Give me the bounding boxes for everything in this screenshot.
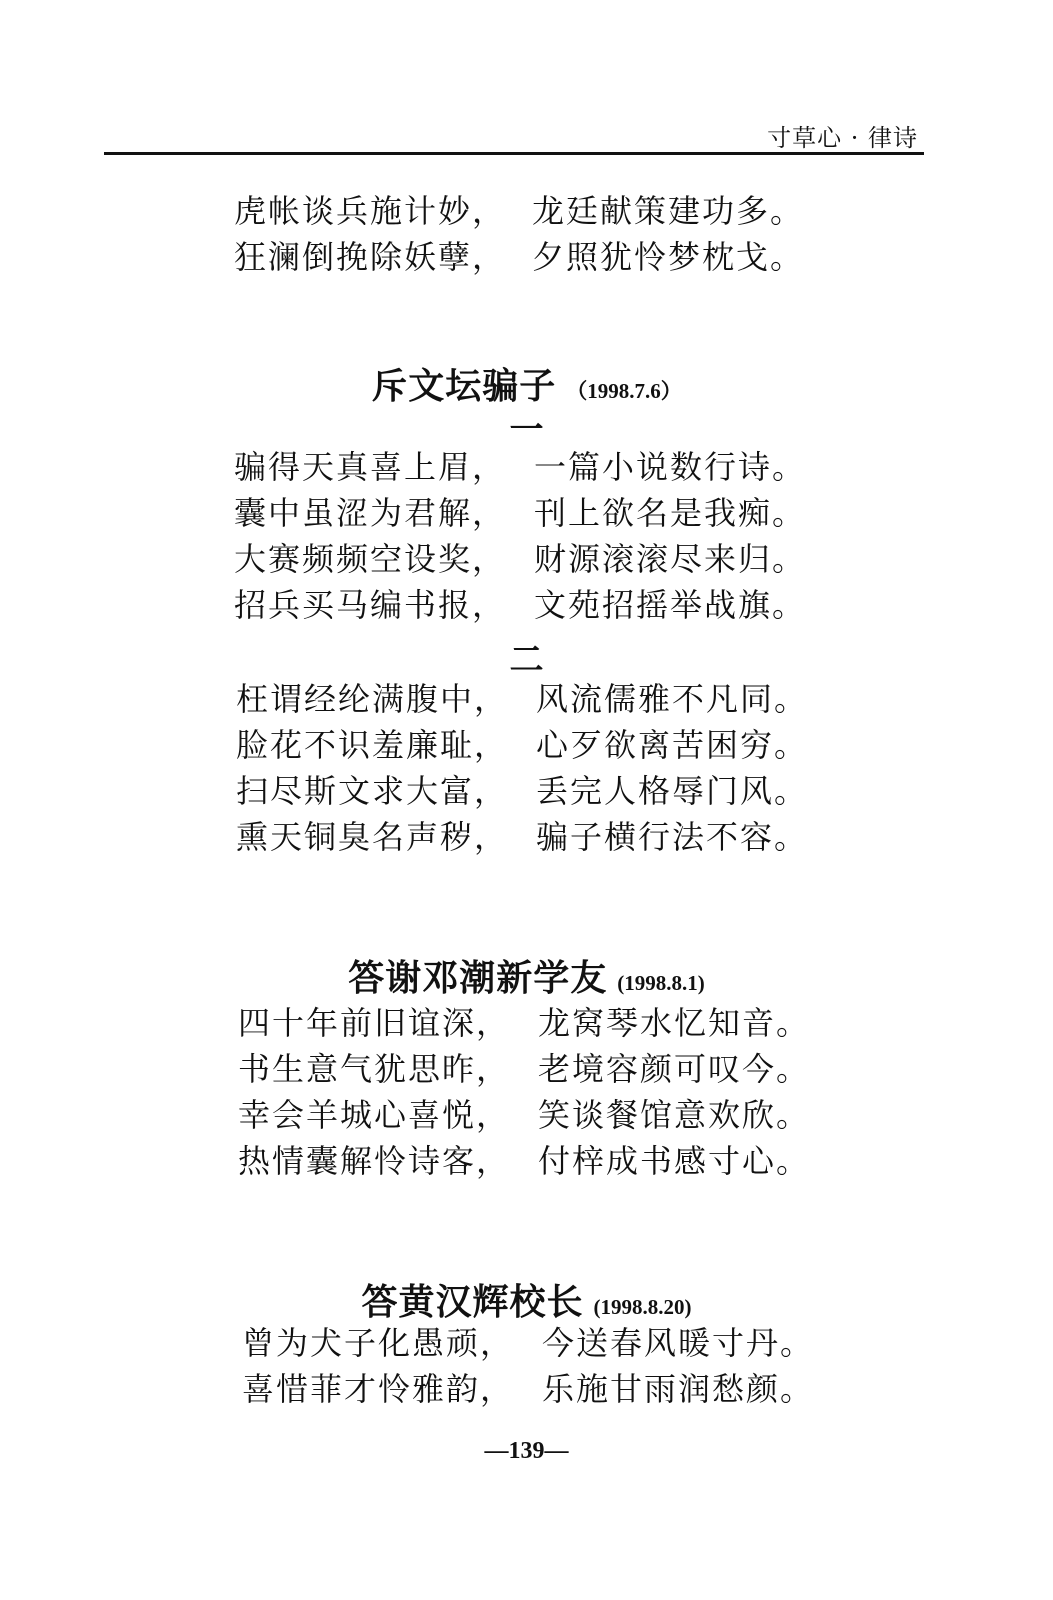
poem-section <box>0 444 1053 628</box>
verse-line <box>0 1000 1053 1046</box>
poem-date: (1998.8.20) <box>593 1295 692 1319</box>
verse-first-half: 囊中虽涩为君解， <box>234 494 507 532</box>
poem-body <box>0 1320 1053 1412</box>
verse-first-half: 虎帐谈兵施计妙， <box>234 192 507 230</box>
verse-first-half: 枉谓经纶满腹中， <box>236 680 509 718</box>
verse-first-half: 书生意气犹思昨， <box>238 1050 511 1088</box>
verse-first-half: 骗得天真喜上眉， <box>234 448 507 486</box>
verse-first-half: 热情囊解怜诗客， <box>238 1142 511 1180</box>
verse-first-half: 四十年前旧谊深， <box>238 1004 511 1042</box>
page-number: —139— <box>484 1438 569 1464</box>
running-header: 寸草心 · 律诗 <box>767 124 918 152</box>
poem-date: (1998.8.1) <box>617 971 705 995</box>
verse-second-half: 龙廷献策建功多。 <box>532 192 805 230</box>
verse-first-half: 曾为犬子化愚顽， <box>242 1324 515 1362</box>
verse-line <box>0 582 1053 628</box>
verse-second-half: 财源滚滚尽来归。 <box>534 540 807 578</box>
verse-first-half: 脸花不识羞廉耻， <box>236 726 509 764</box>
verse-line <box>0 768 1053 814</box>
previous-poem-fragment <box>0 188 1053 280</box>
verse-second-half: 今送春风暖寸丹。 <box>542 1324 815 1362</box>
poem-body <box>0 1000 1053 1184</box>
verse-first-half: 招兵买马编书报， <box>234 586 507 624</box>
section-numeral: 一 <box>509 410 544 450</box>
verse-first-half: 幸会羊城心喜悦， <box>238 1096 511 1134</box>
verse-second-half: 一篇小说数行诗。 <box>534 448 807 486</box>
verse-line <box>0 1046 1053 1092</box>
verse-first-half: 熏天铜臭名声秽， <box>236 818 509 856</box>
poem-title <box>0 950 1053 1001</box>
verse-first-half: 狂澜倒挽除妖孽， <box>234 238 507 276</box>
header-rule <box>104 152 924 155</box>
verse-line <box>0 444 1053 490</box>
verse-line <box>0 1366 1053 1412</box>
verse-second-half: 文苑招摇举战旗。 <box>534 586 807 624</box>
verse-line <box>0 536 1053 582</box>
verse-second-half: 刊上欲名是我痴。 <box>534 494 807 532</box>
verse-second-half: 笑谈餐馆意欢欣。 <box>538 1096 811 1134</box>
verse-line <box>0 814 1053 860</box>
verse-first-half: 扫尽斯文求大富， <box>236 772 509 810</box>
verse-second-half: 丢完人格辱门风。 <box>536 772 809 810</box>
verse-line <box>0 188 1053 234</box>
section-numeral: 二 <box>509 640 544 680</box>
verse-second-half: 老境容颜可叹今。 <box>538 1050 811 1088</box>
verse-first-half: 喜惜菲才怜雅韵， <box>242 1370 515 1408</box>
verse-line <box>0 1320 1053 1366</box>
verse-line <box>0 490 1053 536</box>
poem-date: （1998.7.6） <box>566 379 682 403</box>
verse-line <box>0 722 1053 768</box>
verse-line <box>0 234 1053 280</box>
poem-title-text: 答谢邓潮新学友 <box>348 958 608 999</box>
poem-title-text: 斥文坛骗子 <box>371 366 557 407</box>
verse-second-half: 心歹欲离苦困穷。 <box>536 726 809 764</box>
verse-second-half: 夕照犹怜梦枕戈。 <box>532 238 805 276</box>
poem-title-text: 答黄汉辉校长 <box>361 1282 584 1323</box>
poem-title <box>0 1274 1053 1325</box>
poem-section <box>0 676 1053 860</box>
verse-line <box>0 676 1053 722</box>
verse-line <box>0 1138 1053 1184</box>
verse-line <box>0 1092 1053 1138</box>
verse-first-half: 大赛频频空设奖， <box>234 540 507 578</box>
verse-second-half: 龙窝琴水忆知音。 <box>538 1004 811 1042</box>
verse-second-half: 风流儒雅不凡同。 <box>536 680 809 718</box>
verse-second-half: 乐施甘雨润愁颜。 <box>542 1370 815 1408</box>
verse-second-half: 骗子横行法不容。 <box>536 818 809 856</box>
verse-second-half: 付梓成书感寸心。 <box>538 1142 811 1180</box>
